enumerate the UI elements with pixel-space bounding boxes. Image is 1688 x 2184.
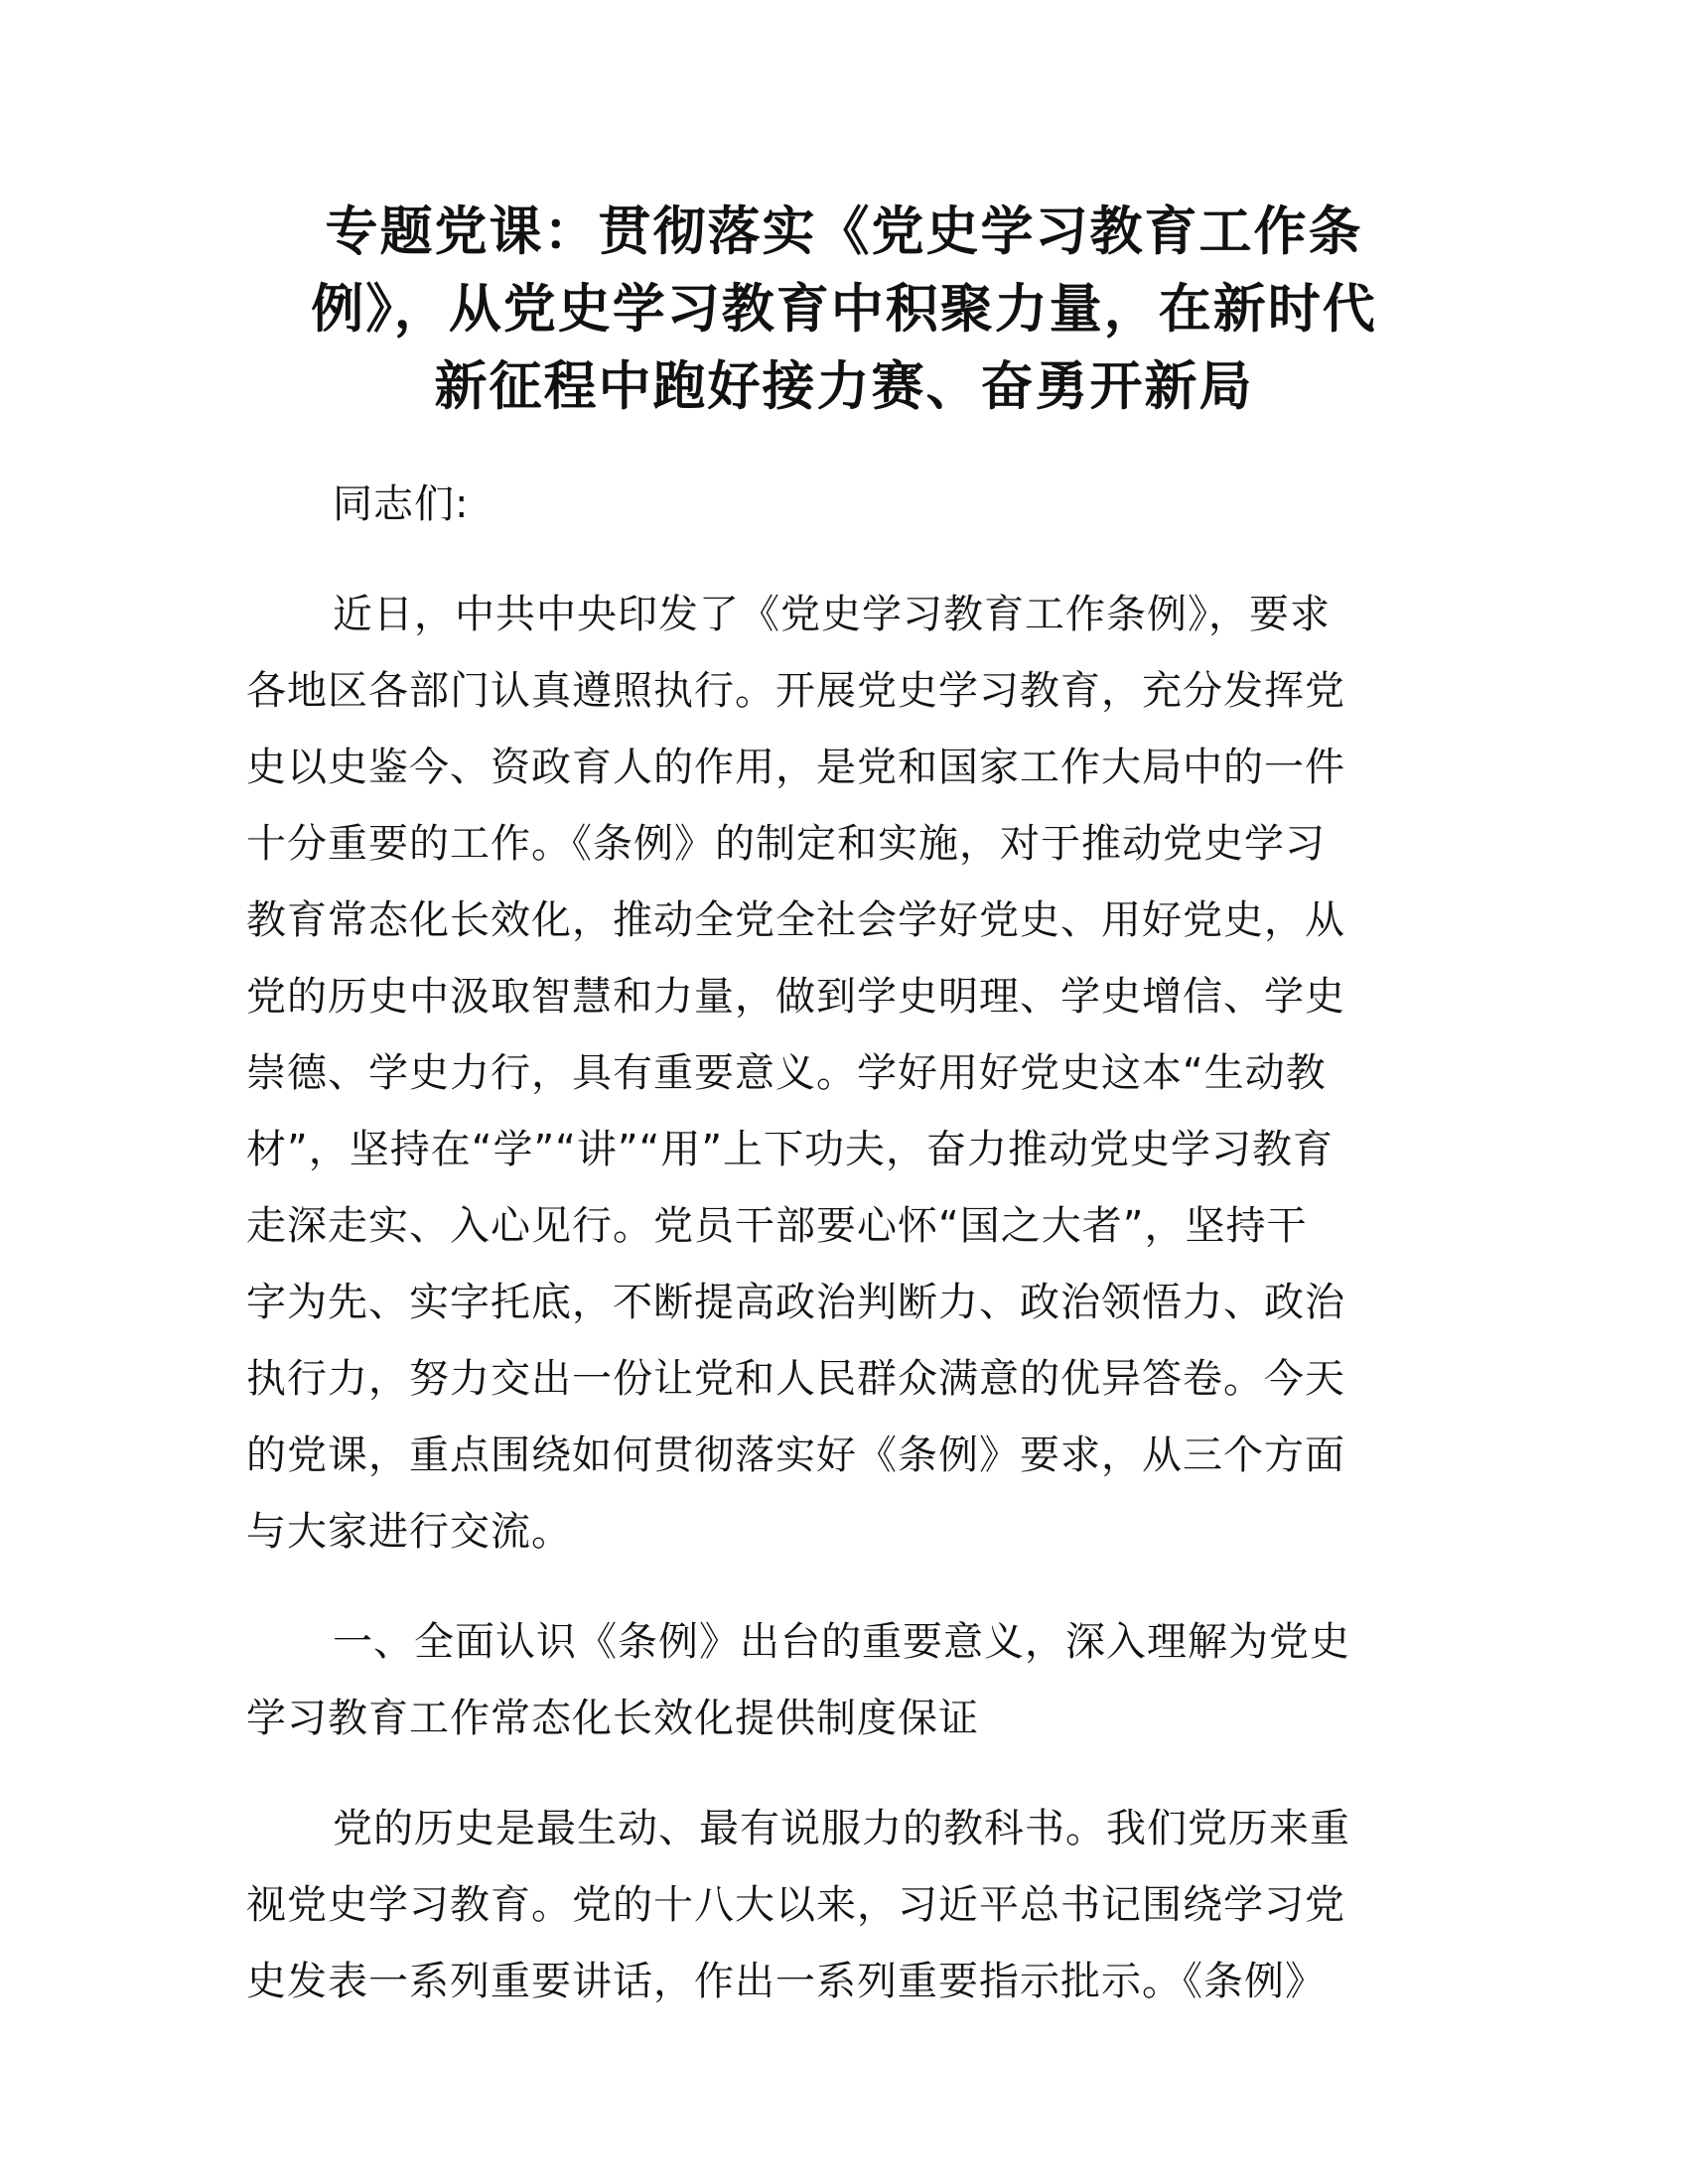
document-title bbox=[238, 194, 1450, 426]
text-line: 材”，坚持在“学”“讲”“用”上下功夫，奋力推动党史学习教育 bbox=[246, 1127, 1335, 1172]
text-line: 史发表一系列重要讲话，作出一系列重要指示批示。《条例》 bbox=[246, 1959, 1326, 2004]
text-line: 教育常态化长效化，推动全党全社会学好党史、用好党史，从 bbox=[246, 897, 1345, 943]
text-line: 与大家进行交流。 bbox=[246, 1509, 572, 1555]
document-body bbox=[246, 467, 1448, 2054]
text-line: 党的历史是最生动、最有说服力的教科书。我们党历来重 bbox=[333, 1806, 1350, 1851]
text-line: 崇德、学史力行，具有重要意义。学好用好党史这本“生动教 bbox=[246, 1050, 1327, 1096]
text-line: 的党课，重点围绕如何贯彻落实好《条例》要求，从三个方面 bbox=[246, 1433, 1345, 1478]
text-line: 各地区各部门认真遵照执行。开展党史学习教育，充分发挥党 bbox=[246, 668, 1345, 714]
text-line: 十分重要的工作。《条例》的制定和实施，对于推动党史学习 bbox=[246, 821, 1326, 867]
text-line: 执行力，努力交出一份让党和人民群众满意的优异答卷。今天 bbox=[246, 1356, 1345, 1402]
heading-line: 学习教育工作常态化长效化提供制度保证 bbox=[246, 1696, 979, 1741]
text-line: 史以史鉴今、资政育人的作用，是党和国家工作大局中的一件 bbox=[246, 745, 1345, 790]
section-heading-1 bbox=[246, 1604, 1448, 1757]
title-line: 专题党课：贯彻落实《党史学习教育工作条 bbox=[325, 202, 1363, 262]
salutation-text: 同志们: bbox=[333, 481, 470, 527]
text-line: 党的历史中汲取智慧和力量，做到学史明理、学史增信、学史 bbox=[246, 974, 1345, 1020]
text-line: 走深走实、入心见行。党员干部要心怀“国之大者”，坚持干 bbox=[246, 1203, 1308, 1249]
title-line: 新征程中跑好接力赛、奋勇开新局 bbox=[434, 356, 1254, 417]
paragraph-intro bbox=[246, 577, 1448, 1570]
paragraph-section-1 bbox=[246, 1791, 1448, 2020]
heading-line: 一、全面认识《条例》出台的重要意义，深入理解为党史 bbox=[333, 1619, 1350, 1665]
text-line: 视党史学习教育。党的十八大以来，习近平总书记围绕学习党 bbox=[246, 1882, 1345, 1928]
title-line: 例》，从党史学习教育中积聚力量，在新时代 bbox=[311, 279, 1377, 340]
salutation bbox=[246, 467, 1448, 543]
text-line: 近日，中共中央印发了《党史学习教育工作条例》，要求 bbox=[333, 592, 1331, 637]
text-line: 字为先、实字托底，不断提高政治判断力、政治领悟力、政治 bbox=[246, 1280, 1345, 1325]
